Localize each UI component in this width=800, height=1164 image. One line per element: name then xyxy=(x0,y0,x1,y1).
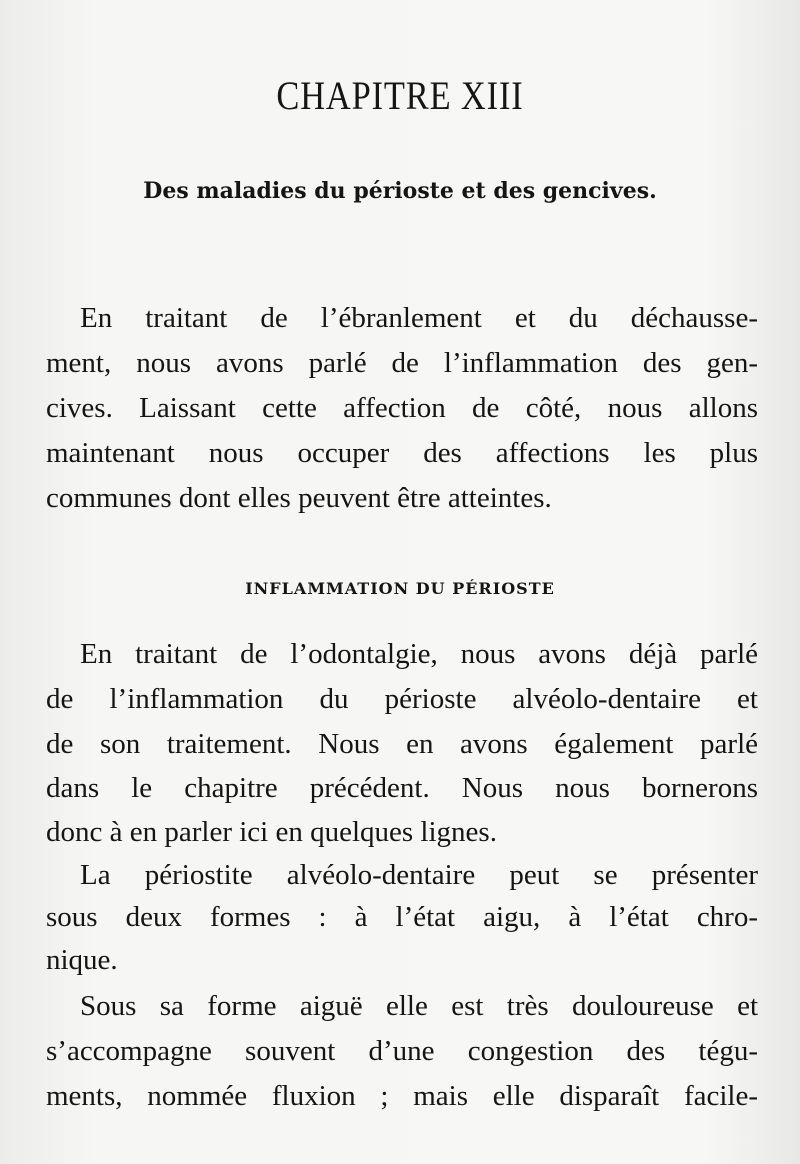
paragraph-2-line-2: de l’inflammation du périoste alvéolo-dentaire et xyxy=(46,683,758,715)
paragraph-2-line-4: dans le chapitre précédent. Nous nous bornerons xyxy=(46,772,758,804)
paragraph-1-line-3: cives. Laissant cette affection de côté, nous allons xyxy=(46,392,758,424)
paragraph-4-line-2: s’accompagne souvent d’une congestion des tégu- xyxy=(46,1035,758,1067)
paragraph-3-line-1: La périostite alvéolo-dentaire peut se présenter xyxy=(80,859,758,891)
paragraph-1-line-4: maintenant nous occuper des affections les plus xyxy=(46,437,758,469)
paragraph-1-line-2: ment, nous avons parlé de l’inflammation des gen- xyxy=(46,347,758,379)
paragraph-2-line-5: donc à en parler ici en quelques lignes. xyxy=(46,816,497,848)
paragraph-3-line-2: sous deux formes : à l’état aigu, à l’état chro- xyxy=(46,901,758,933)
paragraph-3-line-3: nique. xyxy=(46,944,118,976)
paragraph-4-line-3: ments, nommée fluxion ; mais elle disparaît facile- xyxy=(46,1080,758,1112)
paragraph-1-line-1: En traitant de l’ébranlement et du déchausse- xyxy=(80,302,758,334)
chapter-title: CHAPITRE XIII xyxy=(276,73,524,118)
paragraph-2-line-1: En traitant de l’odontalgie, nous avons déjà parlé xyxy=(80,638,758,670)
section-heading: INFLAMMATION DU PÉRIOSTE xyxy=(245,579,555,598)
paragraph-2-line-3: de son traitement. Nous en avons également parlé xyxy=(46,728,758,760)
paragraph-1-line-5: communes dont elles peuvent être atteintes. xyxy=(46,482,552,514)
chapter-subtitle: Des maladies du périoste et des gencives. xyxy=(143,178,657,204)
paragraph-4-line-1: Sous sa forme aiguë elle est très douloureuse et xyxy=(80,990,758,1022)
